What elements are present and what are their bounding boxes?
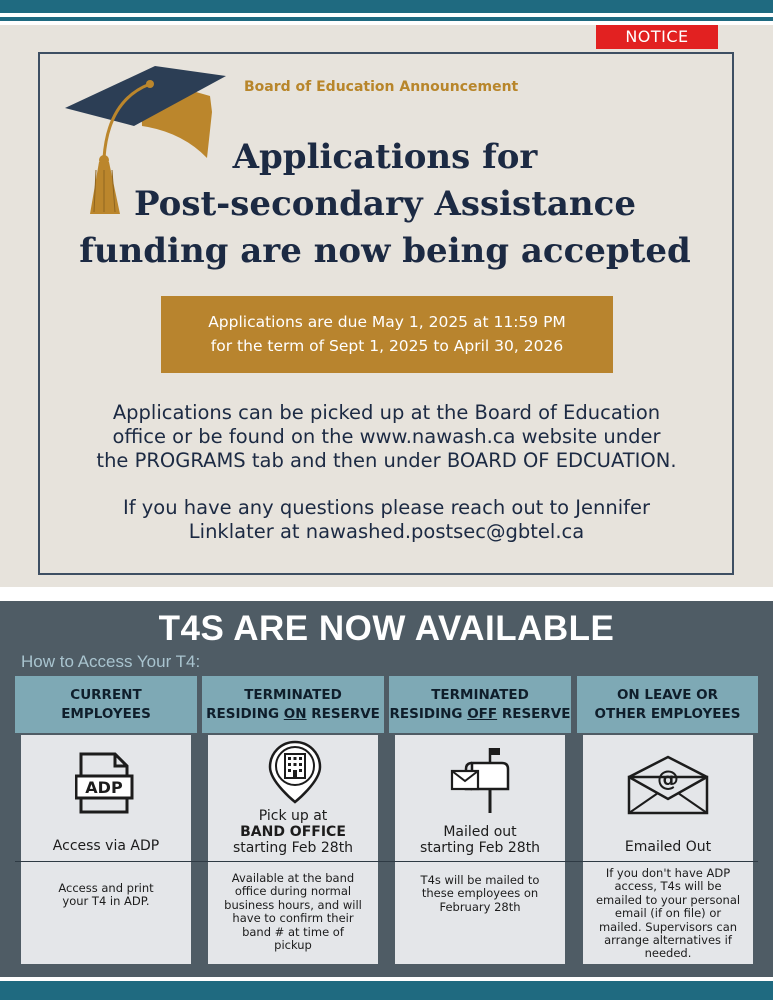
headline-line: Post-secondary Assistance (134, 184, 636, 224)
column-header-current-employees (15, 676, 197, 733)
t4-title: T4S ARE NOW AVAILABLE (158, 609, 615, 648)
label-other-employees (583, 839, 753, 855)
detail-line: access, T4s will be (614, 879, 722, 894)
detail-line: T4s will be mailed to (420, 873, 540, 887)
detail-current-employees (21, 882, 191, 909)
board-title: Board of Education Announcement (244, 79, 519, 95)
questions-line: Linklater at nawashed.postsec@gbtel.ca (188, 520, 585, 543)
headline-line: funding are now being accepted (79, 231, 691, 271)
detail-line: If you don't have ADP (605, 866, 731, 880)
detail-line: mailed. Supervisors can (598, 919, 738, 934)
headline-line: Applications for (232, 137, 538, 177)
bottom-teal-bar (0, 981, 773, 1000)
detail-line: Available at the band (231, 871, 355, 885)
detail-line: office during normal (234, 884, 352, 899)
column-header-other-employees (577, 676, 758, 733)
label-line (208, 824, 378, 840)
detail-line: these employees on (421, 886, 539, 901)
due-date-box (161, 296, 613, 373)
label-line: Access via ADP (52, 838, 160, 854)
header-line: TERMINATED (431, 686, 529, 703)
column-header-terminated-on-reserve (202, 676, 384, 733)
top-teal-line (0, 17, 773, 21)
t4-subtitle: How to Access Your T4: (21, 652, 201, 671)
header-emphasis: ON (283, 705, 307, 722)
due-line: Applications are due May 1, 2025 at 11:59 PM (208, 313, 566, 331)
label-line: starting Feb 28th (419, 840, 541, 856)
label-line: starting Feb 28th (232, 840, 354, 856)
header-line: TERMINATED (244, 686, 342, 703)
mailbox-icon (450, 745, 512, 815)
email-envelope-icon (626, 755, 710, 815)
header-line (202, 705, 384, 724)
header-line: OTHER EMPLOYEES (594, 705, 741, 722)
header-part: RESERVE (497, 705, 571, 722)
detail-line: February 28th (439, 899, 521, 914)
divider-line (15, 861, 758, 862)
header-part: RESERVE (306, 705, 380, 722)
header-line: CURRENT (70, 686, 142, 703)
detail-line: band # at time of (242, 924, 344, 939)
detail-other-employees (583, 867, 753, 961)
adp-icon-text: ADP (85, 778, 123, 797)
header-line (389, 705, 571, 724)
detail-terminated-off-reserve (395, 874, 565, 914)
header-emphasis: OFF (467, 705, 498, 722)
header-part: RESIDING (389, 705, 468, 722)
label-terminated-off-reserve (395, 824, 565, 856)
adp-document-icon (75, 750, 135, 816)
at-sign-text: @ (657, 767, 679, 792)
pickup-info (50, 401, 723, 473)
detail-line: pickup (274, 938, 312, 953)
detail-line: business hours, and will (224, 897, 362, 912)
questions-info (50, 496, 723, 544)
detail-line: your T4 in ADP. (62, 894, 150, 909)
detail-line: have to confirm their (232, 911, 354, 926)
detail-line: Access and print (58, 881, 154, 895)
detail-terminated-on-reserve (208, 872, 378, 952)
notice-tag: NOTICE (596, 25, 718, 49)
building-pin-icon (268, 740, 322, 804)
due-line: for the term of Sept 1, 2025 to April 30, 2026 (210, 337, 564, 355)
pickup-line: Applications can be picked up at the Board of Education (112, 401, 661, 424)
detail-line: emailed to your personal (595, 892, 741, 907)
detail-line: email (if on file) or (614, 906, 722, 921)
column-header-terminated-off-reserve (389, 676, 571, 733)
pickup-line: office or be found on the www.nawash.ca website under (112, 425, 661, 448)
label-terminated-on-reserve (208, 808, 378, 856)
questions-line: If you have any questions please reach out to Jennifer (122, 496, 651, 519)
headline (60, 134, 710, 275)
header-line: EMPLOYEES (61, 705, 151, 722)
detail-line: needed. (644, 946, 692, 961)
label-line: Pick up at (258, 808, 328, 824)
top-teal-bar (0, 0, 773, 13)
detail-line: arrange alternatives if (604, 933, 732, 948)
label-current-employees (21, 838, 191, 854)
label-line: Emailed Out (624, 839, 712, 855)
header-part: RESIDING (206, 705, 284, 722)
label-line: Mailed out (443, 824, 517, 840)
pickup-line: the PROGRAMS tab and then under BOARD OF EDCUATION. (96, 449, 677, 472)
label-bold: BAND OFFICE (240, 824, 346, 840)
header-line: ON LEAVE OR (616, 686, 719, 703)
